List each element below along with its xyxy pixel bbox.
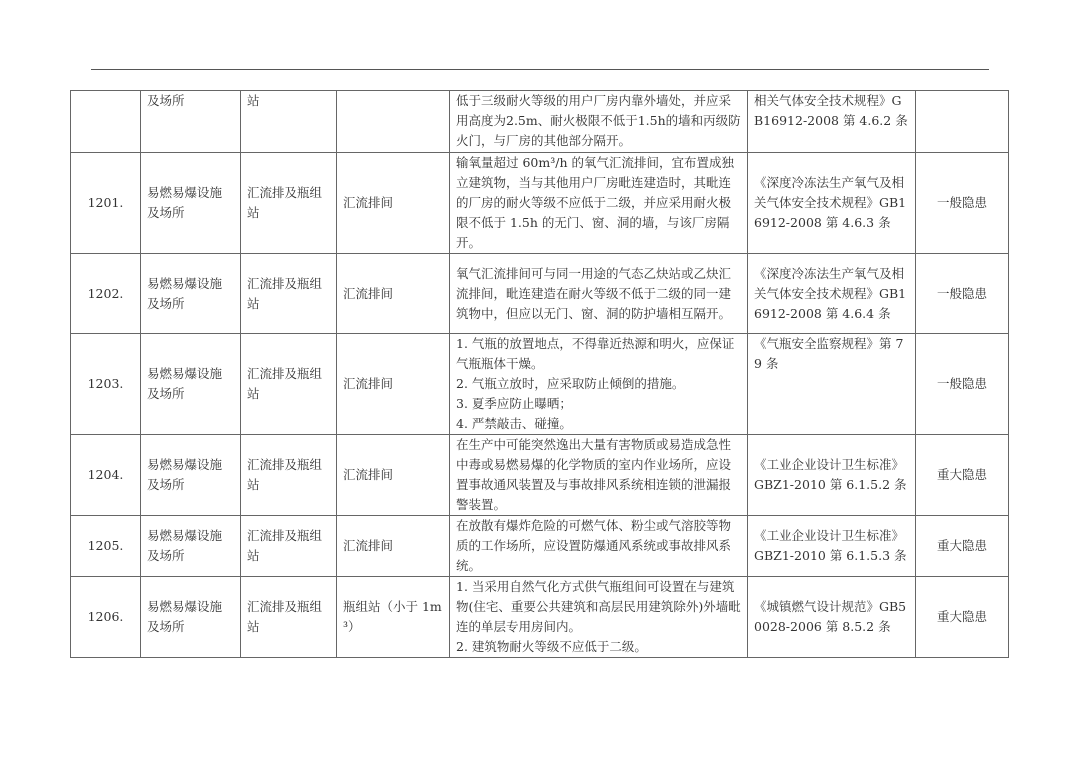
item-number: 1206.: [71, 577, 141, 658]
table-row: [71, 334, 1009, 435]
item-number: 1201.: [71, 153, 141, 254]
unit-cell: 汇流排及瓶组站: [241, 435, 337, 516]
requirement-cell: [450, 577, 748, 658]
table-row: [71, 516, 1009, 577]
requirement-line: 1. 气瓶的放置地点，不得靠近热源和明火，应保证气瓶瓶体干燥。: [456, 336, 735, 371]
hazard-level: [916, 91, 1009, 153]
table-row: [71, 435, 1009, 516]
standard-cell: 《工业企业设计卫生标准》GBZ1-2010 第 6.1.5.3 条: [748, 516, 916, 577]
requirement-line: 2. 建筑物耐火等级不应低于二级。: [456, 639, 647, 654]
category-cell: 易燃易爆设施及场所: [141, 435, 241, 516]
part-cell: [337, 91, 450, 153]
unit-cell: 汇流排及瓶组站: [241, 254, 337, 334]
standard-cell: 《深度冷冻法生产氧气及相关气体安全技术规程》GB16912-2008 第 4.6.4 条: [748, 254, 916, 334]
requirement-line: 2. 气瓶立放时，应采取防止倾倒的措施。: [456, 376, 685, 391]
requirement-cell: [450, 334, 748, 435]
category-cell: 易燃易爆设施及场所: [141, 153, 241, 254]
unit-cell: 汇流排及瓶组站: [241, 334, 337, 435]
unit-cell: 汇流排及瓶组站: [241, 153, 337, 254]
requirement-cell: 低于三级耐火等级的用户厂房内靠外墙处，并应采用高度为2.5m、耐火极限不低于1.5h的墙和丙级防火门，与厂房的其他部分隔开。: [450, 91, 748, 153]
item-number: 1203.: [71, 334, 141, 435]
standard-cell: 《气瓶安全监察规程》第 79 条: [748, 334, 916, 435]
unit-cell: 站: [241, 91, 337, 153]
part-cell: 汇流排间: [337, 334, 450, 435]
hazard-level: 重大隐患: [916, 435, 1009, 516]
requirement-line: 3. 夏季应防止曝晒；: [456, 396, 572, 411]
hazard-level: 重大隐患: [916, 516, 1009, 577]
requirement-line: 1. 当采用自然气化方式供气瓶组间可设置在与建筑物(住宅、重要公共建筑和高层民用建筑除外)外墙毗连的单层专用房间内。: [456, 579, 741, 634]
hazard-standard-table: [70, 90, 1009, 658]
part-cell: 汇流排间: [337, 516, 450, 577]
category-cell: 易燃易爆设施及场所: [141, 577, 241, 658]
part-cell: 汇流排间: [337, 435, 450, 516]
hazard-level: 一般隐患: [916, 334, 1009, 435]
requirement-cell: 在生产中可能突然逸出大量有害物质或易造成急性中毒或易燃易爆的化学物质的室内作业场所，应设置事故通风装置及与事故排风系统相连锁的泄漏报警装置。: [450, 435, 748, 516]
hazard-level: 一般隐患: [916, 254, 1009, 334]
table-row: [71, 577, 1009, 658]
header-rule: [91, 69, 989, 70]
hazard-level: 重大隐患: [916, 577, 1009, 658]
standard-cell: 《工业企业设计卫生标准》GBZ1-2010 第 6.1.5.2 条: [748, 435, 916, 516]
requirement-cell: 输氧量超过 60m³/h 的氧气汇流排间，宜布置成独立建筑物，当与其他用户厂房毗连建造时，其毗连的厂房的耐火等级不应低于二级，并应采用耐火极限不低于 1.5h 的无门、窗、洞的墙，与该厂房隔开。: [450, 153, 748, 254]
item-number: 1205.: [71, 516, 141, 577]
table-row: [71, 153, 1009, 254]
table-row: [71, 91, 1009, 153]
standard-cell: 《深度冷冻法生产氧气及相关气体安全技术规程》GB16912-2008 第 4.6.3 条: [748, 153, 916, 254]
part-cell: 汇流排间: [337, 254, 450, 334]
standard-cell: 相关气体安全技术规程》GB16912-2008 第 4.6.2 条: [748, 91, 916, 153]
category-cell: 易燃易爆设施及场所: [141, 334, 241, 435]
unit-cell: 汇流排及瓶组站: [241, 577, 337, 658]
category-cell: 及场所: [141, 91, 241, 153]
part-cell: 瓶组站（小于 1m³）: [337, 577, 450, 658]
item-number: [71, 91, 141, 153]
requirement-cell: 氧气汇流排间可与同一用途的气态乙炔站或乙炔汇流排间，毗连建造在耐火等级不低于二级的同一建筑物中，但应以无门、窗、洞的防护墙相互隔开。: [450, 254, 748, 334]
requirement-cell: 在放散有爆炸危险的可燃气体、粉尘或气溶胶等物质的工作场所，应设置防爆通风系统或事故排风系统。: [450, 516, 748, 577]
hazard-level: 一般隐患: [916, 153, 1009, 254]
unit-cell: 汇流排及瓶组站: [241, 516, 337, 577]
requirement-line: 4. 严禁敲击、碰撞。: [456, 416, 572, 431]
category-cell: 易燃易爆设施及场所: [141, 254, 241, 334]
part-cell: 汇流排间: [337, 153, 450, 254]
table-row: [71, 254, 1009, 334]
item-number: 1204.: [71, 435, 141, 516]
item-number: 1202.: [71, 254, 141, 334]
category-cell: 易燃易爆设施及场所: [141, 516, 241, 577]
standard-cell: 《城镇燃气设计规范》GB50028-2006 第 8.5.2 条: [748, 577, 916, 658]
